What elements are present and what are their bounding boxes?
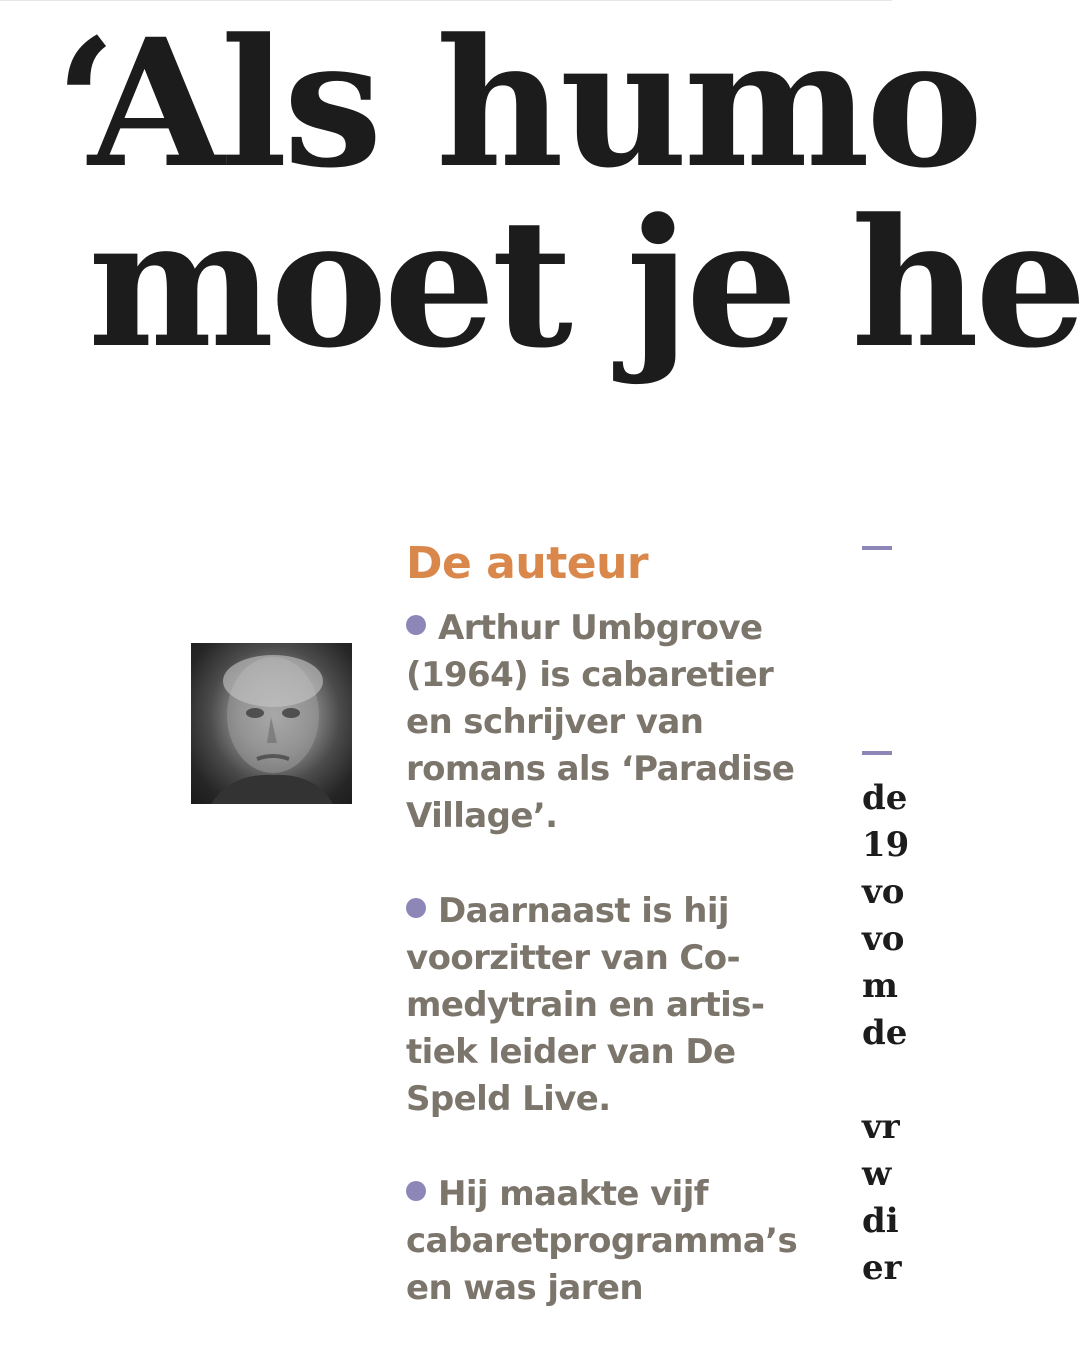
author-portrait-image — [191, 643, 352, 804]
bullet-text: Arthur Umbgrove (1964) is cabaretier en schrijver van romans als ‘Paradise Village’. — [406, 607, 795, 836]
body-line: vo — [862, 919, 905, 959]
author-photo — [191, 643, 352, 804]
body-line: vr — [862, 1107, 900, 1147]
author-bullet-2 — [406, 888, 806, 1123]
body-line: w — [862, 1154, 892, 1194]
headline-line-1: ‘Als humo — [55, 0, 980, 207]
body-line: vo — [862, 872, 905, 912]
author-heading: De auteur — [406, 538, 649, 589]
body-line: di — [862, 1201, 899, 1241]
bullet-text: Daarnaast is hij voorzitter van Comedytrain en artistiek leider van De Speld Live. — [406, 890, 765, 1119]
accent-divider — [862, 546, 892, 550]
headline-line-2: moet je he — [88, 180, 1083, 387]
body-line: de — [862, 1013, 908, 1053]
bullet-text: Hij maakte vijf cabaretprogramma’s en was jaren — [406, 1173, 798, 1308]
author-sidebar — [406, 538, 826, 1360]
body-line: m — [862, 966, 898, 1006]
article-body-column — [862, 775, 910, 1292]
bullet-dot-icon — [406, 1181, 426, 1201]
body-line: 19 — [862, 825, 910, 865]
author-bullet-3 — [406, 1171, 806, 1312]
article-headline — [0, 0, 1083, 420]
bullet-dot-icon — [406, 615, 426, 635]
body-line: de — [862, 778, 908, 818]
accent-divider — [862, 751, 892, 755]
paragraph-gap — [862, 1057, 892, 1104]
body-line: er — [862, 1248, 902, 1288]
author-bullet-1 — [406, 605, 806, 840]
bullet-dot-icon — [406, 898, 426, 918]
